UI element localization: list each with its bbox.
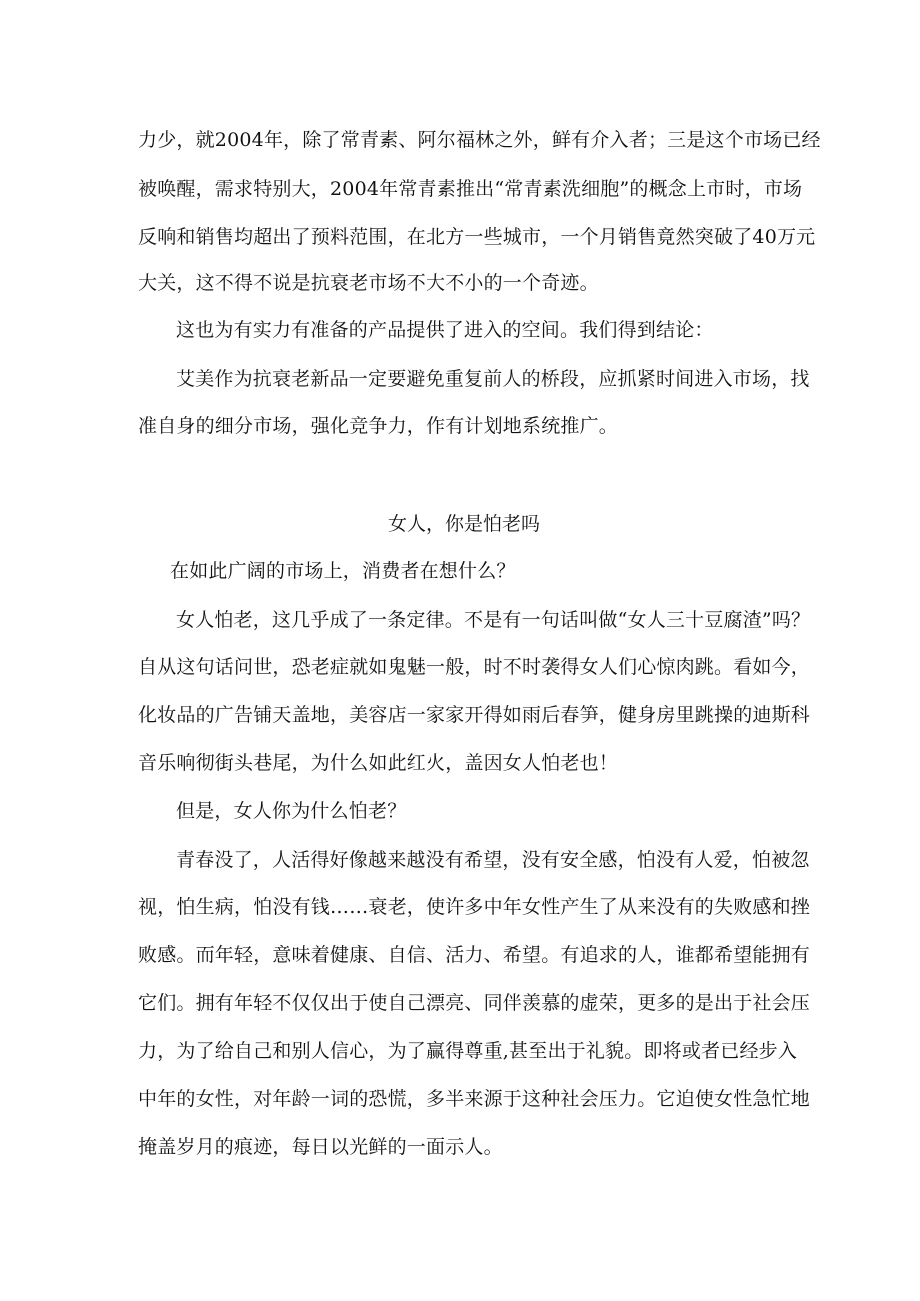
paragraph-line: 它们。拥有年轻不仅仅出于使自己漂亮、同伴羡慕的虚荣，更多的是出于社会压 (138, 992, 811, 1014)
paragraph-line: 力，为了给自己和别人信心，为了赢得尊重,甚至出于礼貌。即将或者已经步入 (138, 1040, 798, 1062)
paragraph-line: 准自身的细分市场，强化竞争力，作有计划地系统推广。 (138, 415, 619, 437)
paragraph-line: 力少，就2004年，除了常青素、阿尔福林之外，鲜有介入者；三是这个市场已经 (138, 129, 821, 151)
paragraph-line: 掩盖岁月的痕迹，每日以光鲜的一面示人。 (138, 1136, 503, 1158)
paragraph-line: 但是，女人你为什么怕老？ (176, 800, 407, 822)
paragraph-line: 败感。而年轻，意味着健康、自信、活力、希望。有追求的人，谁都希望能拥有 (138, 944, 811, 966)
paragraph-line: 这也为有实力有准备的产品提供了进入的空间。我们得到结论： (176, 319, 714, 341)
paragraph-line: 在如此广阔的市场上，消费者在想什么？ (170, 560, 516, 582)
paragraph-line: 艾美作为抗衰老新品一定要避免重复前人的桥段，应抓紧时间进入市场，找 (176, 368, 810, 390)
paragraph-line: 中年的女性，对年龄一词的恐慌，多半来源于这种社会压力。它迫使女性急忙地 (138, 1088, 811, 1110)
paragraph-line: 青春没了，人活得好像越来越没有希望，没有安全感，怕没有人爱，怕被忽 (176, 849, 810, 871)
paragraph-line: 反响和销售均超出了预料范围，在北方一些城市，一个月销售竟然突破了40万元 (138, 226, 816, 248)
paragraph-line: 化妆品的广告铺天盖地，美容店一家家开得如雨后春笋，健身房里跳操的迪斯科 (138, 704, 811, 726)
paragraph-line: 女人怕老，这几乎成了一条定律。不是有一句话叫做“女人三十豆腐渣”吗？ (176, 609, 811, 631)
section-heading: 女人，你是怕老吗 (388, 513, 541, 535)
paragraph-line: 被唤醒，需求特别大，2004年常青素推出“常青素洗细胞”的概念上市时，市场 (138, 178, 803, 200)
paragraph-line: 大关，这不得不说是抗衰老市场不大不小的一个奇迹。 (138, 272, 599, 294)
paragraph-line: 视，怕生病，怕没有钱……衰老，使许多中年女性产生了从来没有的失败感和挫 (138, 896, 811, 918)
paragraph-line: 音乐响彻街头巷尾，为什么如此红火，盖因女人怕老也！ (138, 752, 619, 774)
paragraph-line: 自从这句话问世，恐老症就如鬼魅一般，时不时袭得女人们心惊肉跳。看如今， (138, 656, 811, 678)
